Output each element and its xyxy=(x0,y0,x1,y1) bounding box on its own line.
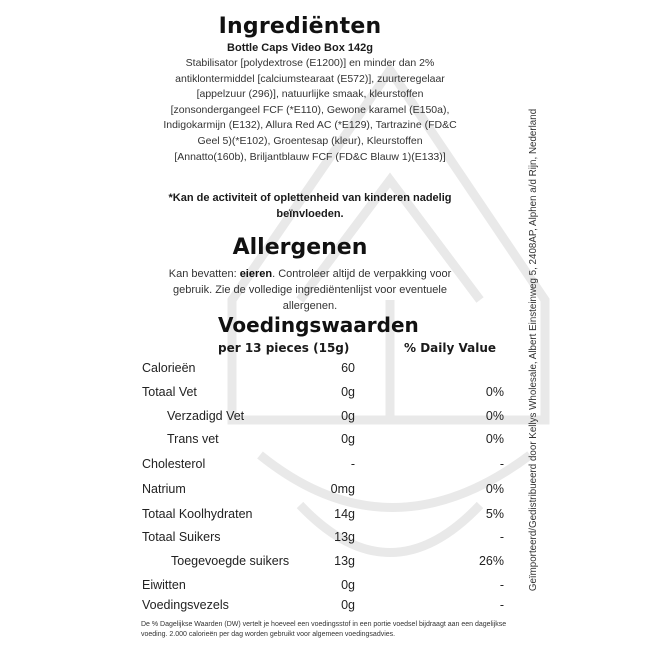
nutrient-dv: 0% xyxy=(485,385,504,399)
nutrient-amount: 13g xyxy=(334,554,355,568)
nutrient-amount: 0g xyxy=(341,385,355,399)
nutrition-row-saturated-fat xyxy=(0,409,650,429)
children-warning: *Kan de activiteit of oplettenheid van kinderen nadelig beïnvloeden. xyxy=(168,192,452,220)
nutrient-amount: - xyxy=(350,457,355,471)
daily-value-footnote: De % Dagelijkse Waarden (DW) vertelt je hoeveel een voedingsstof in een portie voedsel bijdraagt aan een dagelijkse voeding. 2.000 calorieën per dag worden gebruikt voor algemeen voedingsadvies. xyxy=(141,621,507,638)
nutrient-dv: 0% xyxy=(485,409,504,423)
nutrient-dv: 0% xyxy=(485,432,504,446)
daily-value-header: % Daily Value xyxy=(404,341,497,355)
nutrient-label: Verzadigd Vet xyxy=(167,409,245,423)
nutrient-label: Calorieën xyxy=(142,361,196,375)
nutrient-label: Totaal Suikers xyxy=(142,530,221,544)
nutrition-row-trans-fat xyxy=(0,432,650,452)
allergens-text xyxy=(160,266,460,314)
nutrient-amount: 13g xyxy=(334,530,355,544)
nutrition-row-carbohydrates xyxy=(0,507,650,527)
nutrient-dv: - xyxy=(499,530,504,544)
nutrient-label: Natrium xyxy=(142,482,186,496)
nutrition-row-protein xyxy=(0,578,650,598)
nutrient-amount: 60 xyxy=(341,361,355,375)
nutrient-label: Totaal Vet xyxy=(142,385,197,399)
nutrient-amount: 0g xyxy=(341,432,355,446)
nutrient-label: Toegevoegde suikers xyxy=(171,554,290,568)
nutrient-dv: 5% xyxy=(485,507,504,521)
nutrient-dv: - xyxy=(499,598,504,612)
allergens-prefix: Kan bevatten: xyxy=(168,268,240,280)
nutrition-row-total-sugars xyxy=(0,530,650,550)
nutrient-amount: 0g xyxy=(341,578,355,592)
nutrition-title: Voedingswaarden xyxy=(218,313,419,337)
nutrition-row-calories xyxy=(0,361,650,381)
nutrient-label: Cholesterol xyxy=(142,457,206,471)
allergens-title: Allergenen xyxy=(232,235,368,260)
ingredients-title: Ingrediënten xyxy=(218,14,382,39)
nutrition-row-sodium xyxy=(0,482,650,502)
nutrient-label: Totaal Koolhydraten xyxy=(142,507,253,521)
ingredients-text: Stabilisator [polydextrose (E1200)] en minder dan 2% antiklontermiddel [calciumstearaat (E572)], zuurteregelaar [appelzuur (296)], natuurlijke smaak, kleurstoffen [zonsondergangeel FCF (*E110), Gewone karamel (E150a), Indigokarmijn (E132), Allura Red AC (*E129), Tartrazine (FD&C Geel 5)(*E102), Groentesap (kleur), Kleurstoffen [Annatto(160b), Briljantblauw FCF (FD&C Blauw 1)(E133)] xyxy=(163,57,457,163)
nutrient-amount: 14g xyxy=(334,507,355,521)
product-name: Bottle Caps Video Box 142g xyxy=(227,42,373,54)
nutrition-row-total-fat xyxy=(0,385,650,405)
nutrient-amount: 0g xyxy=(341,598,355,612)
distributor-text: Geïmporteerd/Gedistribueerd door Kellys Wholesale, Albert Einsteinweg 5, 2408AP, Alphen a/d Rijn, Nederland xyxy=(528,108,539,592)
nutrient-amount: 0g xyxy=(341,409,355,423)
nutrition-row-added-sugars xyxy=(0,554,650,574)
nutrition-row-fiber xyxy=(0,598,650,618)
nutrition-row-cholesterol xyxy=(0,457,650,477)
allergen-eggs: eieren xyxy=(239,268,273,280)
nutrient-label: Eiwitten xyxy=(142,578,186,592)
nutrient-amount: 0mg xyxy=(330,482,355,496)
nutrient-dv: - xyxy=(499,578,504,592)
nutrient-dv: - xyxy=(499,457,504,471)
nutrient-label: Voedingsvezels xyxy=(142,598,229,612)
nutrient-dv: 26% xyxy=(478,554,504,568)
serving-size-header: per 13 pieces (15g) xyxy=(218,341,350,355)
allergens-suffix: . Controleer altijd de verpakking voor gebruik. Zie de volledige ingrediëntenlijst voor eventuele allergenen. xyxy=(173,268,452,312)
nutrient-dv: 0% xyxy=(485,482,504,496)
distributor-info xyxy=(511,60,545,640)
nutrient-label: Trans vet xyxy=(167,432,219,446)
